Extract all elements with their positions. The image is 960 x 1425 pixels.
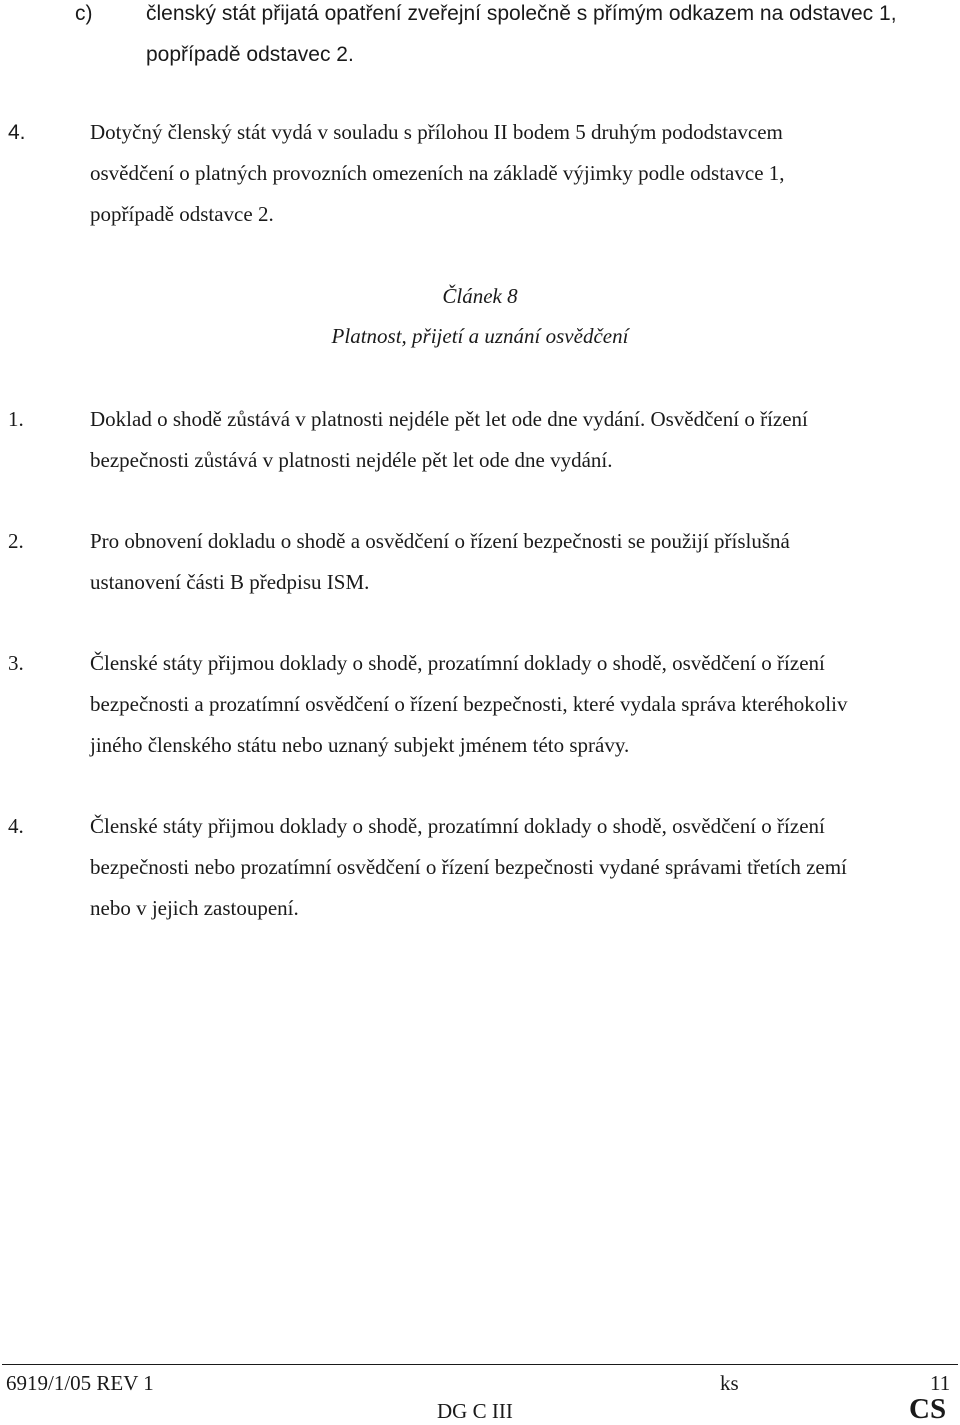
paragraph-2: [8, 521, 953, 603]
list-item-text: členský stát přijatá opatření zveřejní společně s přímým odkazem na odstavec 1, popřípadě odstavec 2.: [146, 2, 897, 66]
paragraph-number: 4.: [8, 121, 26, 144]
footer-initials: ks: [720, 1371, 739, 1395]
article-title: Platnost, přijetí a uznání osvědčení: [331, 324, 629, 348]
paragraph-text: Doklad o shodě zůstává v platnosti nejdéle pět let ode dne vydání. Osvědčení o řízení bezpečnosti zůstává v platnosti nejdéle pět let ode dne vydání.: [90, 407, 808, 472]
footer-directorate: DG C III: [437, 1399, 513, 1423]
paragraph-number: 2.: [8, 529, 24, 553]
footer-doc-reference: 6919/1/05 REV 1: [6, 1371, 154, 1395]
paragraph-number: 4.: [8, 814, 24, 838]
paragraph-text: Členské státy přijmou doklady o shodě, prozatímní doklady o shodě, osvědčení o řízení bezpečnosti nebo prozatímní osvědčení o řízení bezpečnosti vydané správami třetích zemí nebo v jejich zastoupení.: [90, 814, 847, 920]
footer-divider: [2, 1364, 958, 1365]
list-item-c: [75, 0, 955, 75]
paragraph-number: 3.: [8, 651, 24, 675]
paragraph-text: Pro obnovení dokladu o shodě a osvědčení o řízení bezpečnosti se použijí příslušná ustanovení části B předpisu ISM.: [90, 529, 790, 594]
paragraph-1: [8, 399, 953, 481]
paragraph-number: 1.: [8, 407, 24, 431]
footer-page-number: 11: [930, 1371, 951, 1395]
article-number: Článek 8: [442, 284, 518, 308]
paragraph-4: [8, 806, 953, 929]
paragraph-4-previous: [8, 112, 953, 235]
paragraph-3: [8, 643, 953, 766]
paragraph-text: Členské státy přijmou doklady o shodě, prozatímní doklady o shodě, osvědčení o řízení bezpečnosti a prozatímní osvědčení o řízení bezpečnosti, které vydala správa kteréhokoliv jiného členského státu nebo uznaný subjekt jménem této správy.: [90, 651, 848, 757]
footer-language-code: CS: [909, 1393, 947, 1425]
list-item-label: c): [75, 2, 93, 25]
paragraph-text: Dotyčný členský stát vydá v souladu s přílohou II bodem 5 druhým pododstavcem osvědčení o platných provozních omezeních na základě výjimky podle odstavce 1, popřípadě odstavce 2.: [90, 120, 785, 226]
